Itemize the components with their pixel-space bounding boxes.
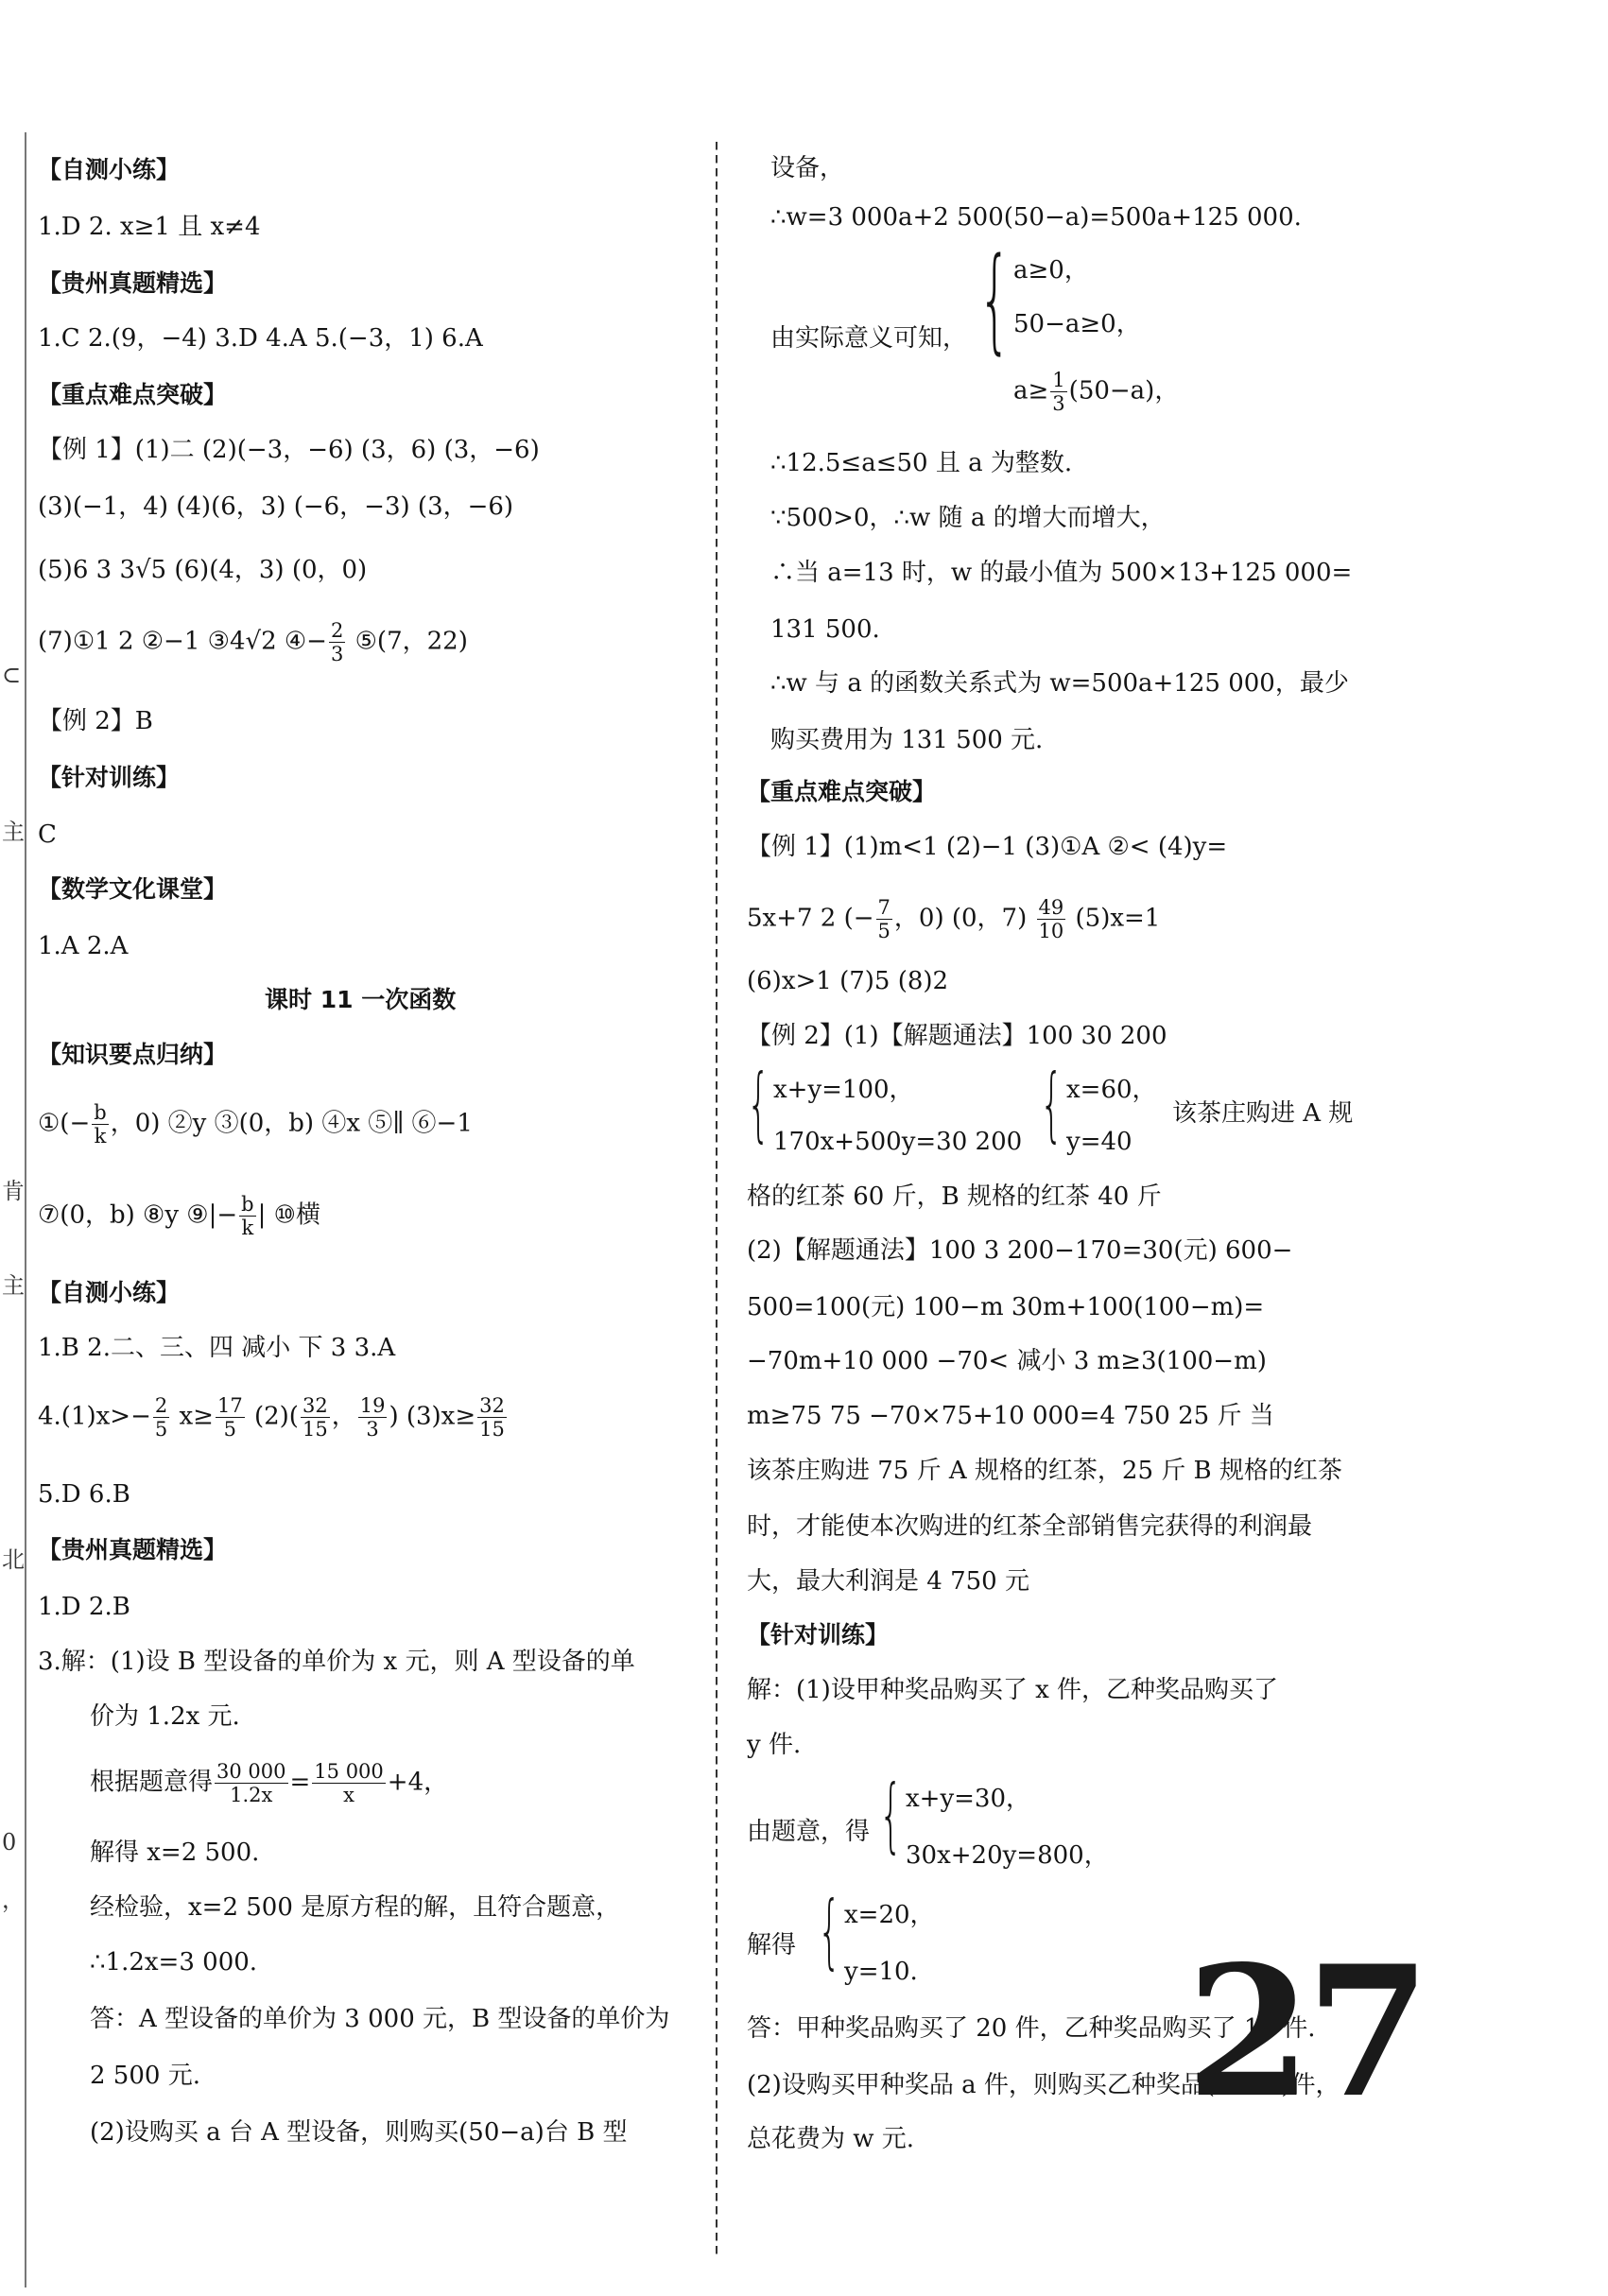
answer-line: C xyxy=(38,820,57,849)
fraction-denominator: k xyxy=(241,1217,254,1239)
fraction xyxy=(477,1394,507,1441)
fraction-numerator: 32 xyxy=(479,1394,505,1417)
answer-line xyxy=(38,619,468,665)
system-line: y=10. xyxy=(844,1958,918,1986)
fraction xyxy=(876,896,892,942)
system-line: x=20， xyxy=(844,1901,935,1929)
fraction xyxy=(215,1760,287,1806)
brace-symbol: { xyxy=(818,1884,841,1978)
text-run: ， xyxy=(331,1402,356,1431)
answer-line: 2 500 元. xyxy=(90,2062,200,2090)
fraction xyxy=(239,1193,255,1239)
fraction-numerator: 32 xyxy=(302,1394,328,1417)
answer-line: 1.D 2. x≥1 且 x≠4 xyxy=(38,213,261,241)
text-run: (2)( xyxy=(246,1402,299,1431)
answer-line: 总花费为 w 元. xyxy=(747,2125,915,2153)
fraction-numerator: 49 xyxy=(1038,896,1064,919)
section-heading: 【自测小练】 xyxy=(38,156,181,183)
system-line: 30x+20y=800， xyxy=(906,1841,1109,1870)
answer-line: 解：(1)设甲种奖品购买了 x 件，乙种奖品购买了 xyxy=(747,1676,1279,1704)
answer-line: 购买费用为 131 500 元. xyxy=(770,726,1044,754)
text-run: ⑤(7，22) xyxy=(347,627,468,656)
system-line: x+y=30， xyxy=(906,1785,1031,1813)
answer-line xyxy=(38,1101,473,1148)
answer-line: 1.D 2.B xyxy=(38,1593,130,1621)
answer-line: 该茶庄购进 75 斤 A 规格的红茶，25 斤 B 规格的红茶 xyxy=(747,1457,1342,1485)
text-run: ) (3)x≥ xyxy=(389,1402,476,1431)
margin-mark: 肯 xyxy=(2,1178,25,1204)
fraction xyxy=(301,1394,330,1441)
fraction-denominator: 3 xyxy=(1052,392,1065,415)
fraction-denominator: 10 xyxy=(1038,920,1064,942)
answer-line: (2)设购买 a 台 A 型设备，则购买(50−a)台 B 型 xyxy=(90,2118,628,2147)
text-run: 5x+7 2 (− xyxy=(747,904,874,933)
system-line: 170x+500y=30 200 xyxy=(773,1128,1023,1156)
system-label: 由实际意义可知， xyxy=(770,324,968,353)
brace-symbol: { xyxy=(978,234,1011,366)
text-run: 根据题意得 xyxy=(90,1768,214,1797)
system-line: x=60， xyxy=(1066,1076,1157,1104)
fraction xyxy=(358,1394,388,1441)
text-run: (7)①1 2 ②−1 ③4√2 ④− xyxy=(38,627,327,656)
answer-line: (3)(−1，4) (4)(6，3) (−6，−3) (3，−6) xyxy=(38,492,514,521)
fraction-denominator: 5 xyxy=(223,1418,237,1441)
answer-line: m≥75 75 −70×75+10 000=4 750 25 斤 当 xyxy=(747,1402,1274,1430)
fraction xyxy=(1037,896,1066,942)
margin-mark: 主 xyxy=(2,819,25,845)
answer-line: ∴w 与 a 的函数关系式为 w=500a+125 000，最少 xyxy=(770,669,1349,698)
section-heading: 【自测小练】 xyxy=(38,1279,181,1306)
answer-line: (6)x>1 (7)5 (8)2 xyxy=(747,967,949,995)
system-label: 解得 xyxy=(747,1931,797,1959)
answer-line: 答：A 型设备的单价为 3 000 元，B 型设备的单价为 xyxy=(90,2005,670,2033)
answer-line xyxy=(747,896,1160,942)
margin-mark: 主 xyxy=(2,1272,25,1299)
answer-line: 3.解：(1)设 B 型设备的单价为 x 元，则 A 型设备的单 xyxy=(38,1648,635,1676)
fraction-numerator: 2 xyxy=(154,1394,168,1417)
brace-symbol: { xyxy=(879,1768,903,1862)
brace-symbol: { xyxy=(747,1057,770,1151)
fraction-numerator: 19 xyxy=(359,1394,386,1417)
answer-line: 1.C 2.(9，−4) 3.D 4.A 5.(−3，1) 6.A xyxy=(38,324,483,353)
fraction-numerator: b xyxy=(94,1101,107,1124)
fraction-denominator: 1.2x xyxy=(230,1784,273,1806)
text-run: ①(− xyxy=(38,1109,91,1138)
answer-line: y 件. xyxy=(747,1731,802,1759)
fraction xyxy=(153,1394,169,1441)
fraction xyxy=(92,1101,108,1148)
text-run: (5)x=1 xyxy=(1067,904,1161,933)
answer-line: ∴当 a=13 时，w 的最小值为 500×13+125 000= xyxy=(770,559,1353,587)
fraction-numerator: 17 xyxy=(216,1394,243,1417)
answer-line: 经检验，x=2 500 是原方程的解，且符合题意， xyxy=(90,1893,621,1922)
answer-line: 500=100(元) 100−m 30m+100(100−m)= xyxy=(747,1293,1265,1321)
text-run: ，0) (0，7) xyxy=(893,904,1035,933)
answer-line: ∴1.2x=3 000. xyxy=(90,1948,258,1977)
section-heading: 【数学文化课堂】 xyxy=(38,875,228,903)
fraction xyxy=(1050,369,1066,415)
answer-line: 1.B 2.二、三、四 减小 下 3 3.A xyxy=(38,1334,396,1362)
page-edge-line xyxy=(25,132,26,2287)
text-run: 4.(1)x>− xyxy=(38,1402,151,1431)
answer-line: 【例 1】(1)二 (2)(−3，−6) (3，6) (3，−6) xyxy=(38,436,540,464)
answer-line: 【例 1】(1)m<1 (2)−1 (3)①A ②< (4)y= xyxy=(747,833,1228,861)
answer-line: ∴w=3 000a+2 500(50−a)=500a+125 000. xyxy=(770,203,1302,232)
text-run: a≥ xyxy=(1013,376,1049,406)
answer-line: (2)【解题通法】100 3 200−170=30(元) 600− xyxy=(747,1236,1293,1265)
answer-line: 大，最大利润是 4 750 元 xyxy=(747,1567,1029,1596)
section-heading: 【针对训练】 xyxy=(38,764,181,791)
fraction-denominator: 5 xyxy=(154,1418,168,1441)
answer-line: 格的红茶 60 斤，B 规格的红茶 40 斤 xyxy=(747,1183,1162,1211)
system-label: 由题意，得 xyxy=(747,1818,871,1846)
fraction-denominator: 5 xyxy=(877,920,890,942)
answer-line: 【例 2】B xyxy=(38,707,153,735)
fraction xyxy=(312,1760,385,1806)
fraction-numerator: 1 xyxy=(1052,369,1065,391)
fraction-denominator: 3 xyxy=(330,643,344,665)
answer-line: −70m+10 000 −70< 减小 3 m≥3(100−m) xyxy=(747,1347,1267,1375)
answer-line: 该茶庄购进 A 规 xyxy=(1172,1099,1354,1128)
column-divider xyxy=(716,142,718,2259)
margin-mark: 北 xyxy=(2,1546,25,1573)
section-heading: 【针对训练】 xyxy=(747,1621,890,1649)
text-run: ⑦(0，b) ⑧y ⑨|− xyxy=(38,1200,238,1230)
fraction-denominator: 3 xyxy=(366,1418,379,1441)
section-heading: 【知识要点归纳】 xyxy=(38,1041,228,1068)
answer-line: 答：甲种奖品购买了 20 件，乙种奖品购买了 10 件. xyxy=(747,2014,1316,2043)
answer-line: 5.D 6.B xyxy=(38,1480,130,1509)
section-heading: 【重点难点突破】 xyxy=(747,778,937,805)
fraction-numerator: 15 000 xyxy=(314,1760,384,1783)
system-line: x+y=100， xyxy=(773,1076,914,1104)
system-line: y=40 xyxy=(1066,1128,1133,1156)
fraction-denominator: 15 xyxy=(479,1418,505,1441)
lesson-title: 课时 11 一次函数 xyxy=(265,986,457,1013)
margin-mark: 0 xyxy=(2,1829,17,1856)
answer-line: 解得 x=2 500. xyxy=(90,1839,260,1867)
answer-line xyxy=(90,1760,448,1806)
page-number: 27 xyxy=(1186,1926,1426,2137)
answer-line: ∵500>0，∴w 随 a 的增大而增大， xyxy=(770,504,1166,532)
answer-line: (2)设购买甲种奖品 a 件，则购买乙种奖品(30−a)件， xyxy=(747,2071,1340,2099)
section-heading: 【贵州真题精选】 xyxy=(38,1536,228,1563)
answer-line xyxy=(38,1193,320,1239)
text-run: x≥ xyxy=(171,1402,214,1431)
system-line xyxy=(1013,369,1179,415)
section-heading: 【重点难点突破】 xyxy=(38,381,228,408)
fraction xyxy=(329,619,345,665)
fraction-numerator: 2 xyxy=(330,619,344,642)
fraction-denominator: 15 xyxy=(302,1418,328,1441)
section-heading: 【贵州真题精选】 xyxy=(38,269,228,297)
text-run: ，0) ②y ③(0，b) ④x ⑤∥ ⑥−1 xyxy=(110,1109,473,1138)
answer-line: 131 500. xyxy=(770,615,880,644)
fraction-numerator: 7 xyxy=(877,896,890,919)
text-run: = xyxy=(289,1768,311,1797)
fraction-numerator: b xyxy=(241,1193,254,1216)
fraction-numerator: 30 000 xyxy=(216,1760,286,1783)
margin-mark: ， xyxy=(2,1887,25,1913)
answer-line: ∴12.5≤a≤50 且 a 为整数. xyxy=(770,449,1073,477)
answer-line: 1.A 2.A xyxy=(38,932,129,960)
answer-line: 设备， xyxy=(770,154,845,182)
system-line: a≥0， xyxy=(1013,256,1089,285)
text-run: (50−a)， xyxy=(1068,376,1180,406)
text-run: | ⑩横 xyxy=(257,1200,320,1230)
margin-mark: ⊂ xyxy=(2,662,22,688)
answer-line: 时，才能使本次购进的红茶全部销售完获得的利润最 xyxy=(747,1512,1313,1541)
answer-line xyxy=(38,1394,509,1441)
text-run: +4， xyxy=(387,1768,449,1797)
answer-line: (5)6 3 3√5 (6)(4，3) (0，0) xyxy=(38,556,368,584)
answer-line: 价为 1.2x 元. xyxy=(90,1702,240,1731)
fraction xyxy=(216,1394,245,1441)
fraction-denominator: k xyxy=(94,1125,107,1148)
fraction-denominator: x xyxy=(343,1784,354,1806)
answer-line: 【例 2】(1)【解题通法】100 30 200 xyxy=(747,1022,1167,1050)
brace-symbol: { xyxy=(1040,1057,1063,1151)
system-line: 50−a≥0， xyxy=(1013,310,1141,338)
